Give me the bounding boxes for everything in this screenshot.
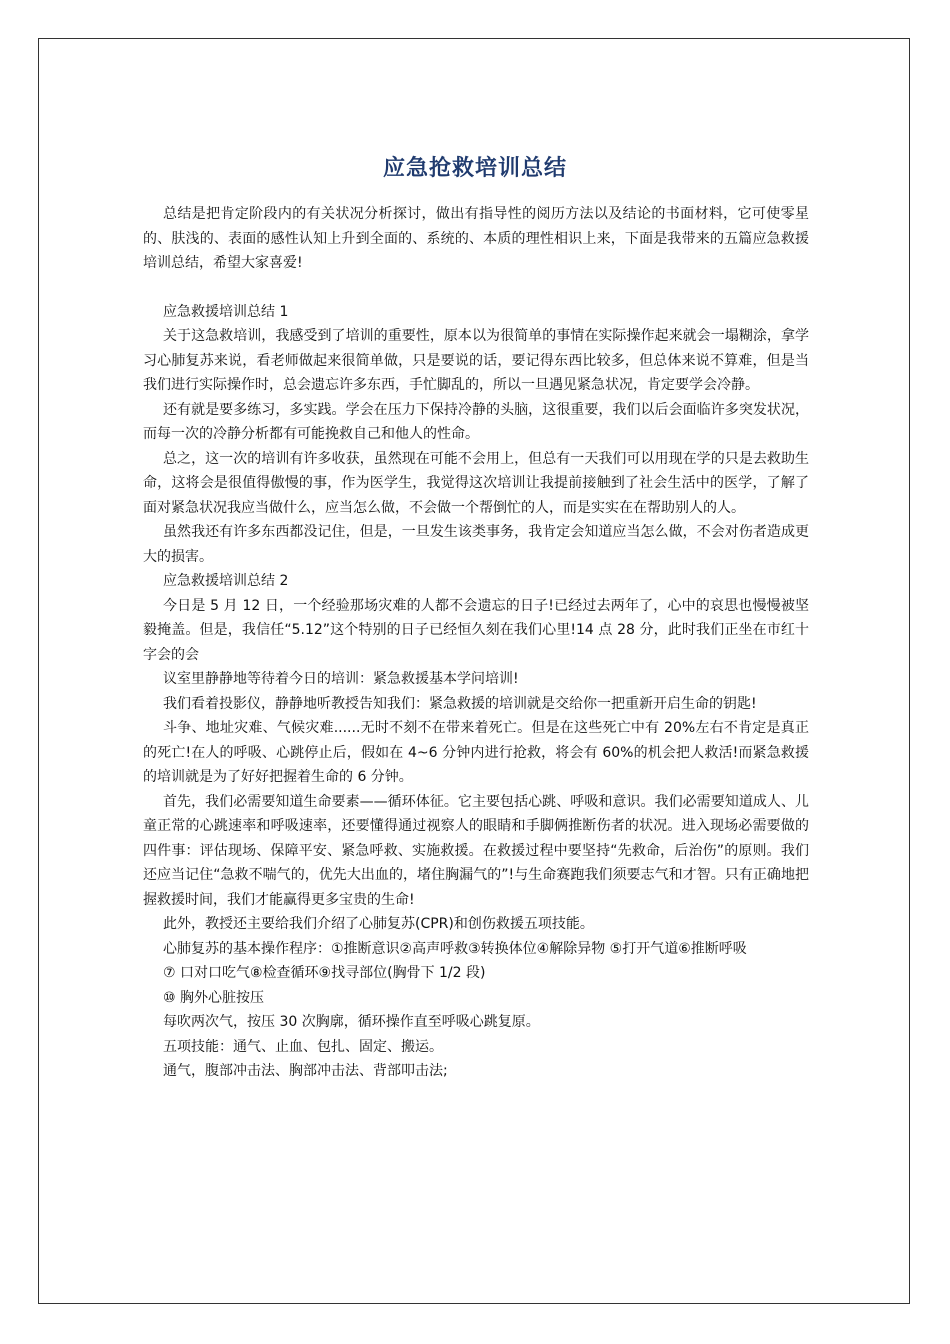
paragraph: 此外，教授还主要给我们介绍了心肺复苏(CPR)和创伤救援五项技能。 bbox=[163, 916, 594, 932]
paragraph: 还有就是要多练习，多实践。学会在压力下保持冷静的头脑，这很重要，我们以后会面临许多突发状况，而每一次的冷静分析都有可能挽救自己和他人的性命。 bbox=[143, 401, 809, 442]
paragraph: 五项技能：通气、止血、包扎、固定、搬运。 bbox=[163, 1038, 443, 1055]
section-heading-2: 应急救援培训总结 2 bbox=[163, 573, 289, 589]
paragraph: 首先，我们必需要知道生命要素——循环体征。它主要包括心跳、呼吸和意识。我们必需要知道成人、儿童正常的心跳速率和呼吸速率，还要懂得通过视察人的眼睛和手脚俩推断伤者的状况。进入现场必需要做的四件事：评估现场、保障平安、紧急呼救、实施救援。在救援过程中要坚持“先救命，后治伤”的原则。我们还应当记住“急救不喘气的，优先大出血的，堵住胸漏气的”!与生命赛跑我们须要志气和才智。只有正确地把握救援时间，我们才能赢得更多宝贵的生命! bbox=[143, 793, 809, 908]
paragraph: ⑦ 口对口吃气⑧检查循环⑨找寻部位(胸骨下 1/2 段) bbox=[163, 965, 486, 981]
intro-paragraph: 总结是把肯定阶段内的有关状况分析探讨，做出有指导性的阅历方法以及结论的书面材料，它可使零星的、肤浅的、表面的感性认知上升到全面的、系统的、本质的理性相识上来，下面是我带来的五篇应急救援培训总结，希望大家喜爱! bbox=[143, 206, 809, 271]
paragraph: 关于这急救培训，我感受到了培训的重要性，原本以为很简单的事情在实际操作起来就会一塌糊涂，拿学习心肺复苏来说，看老师做起来很简单做，只是要说的话，要记得东西比较多，但总体来说不算难，但是当我们进行实际操作时，总会遗忘许多东西，手忙脚乱的，所以一旦遇见紧急状况，肯定要学会冷静。 bbox=[143, 328, 809, 393]
document-title: 应急抢救培训总结 bbox=[382, 155, 567, 181]
paragraph: 我们看着投影仪，静静地听教授告知我们：紧急救援的培训就是交给你一把重新开启生命的钥匙! bbox=[163, 695, 757, 712]
paragraph: 通气，腹部冲击法、胸部冲击法、背部叩击法; bbox=[163, 1063, 448, 1079]
paragraph: 心肺复苏的基本操作程序：①推断意识②高声呼救③转换体位④解除异物 ⑤打开气道⑥推断呼吸 bbox=[163, 940, 747, 957]
spacer bbox=[143, 276, 809, 300]
paragraph: 今日是 5 月 12 日，一个经验那场灾难的人都不会遗忘的日子!已经过去两年了，心中的哀思也慢慢被坚毅掩盖。但是，我信任“5.12”这个特别的日子已经恒久刻在我们心里!14 点 28 分，此时我们正坐在市红十字会的会 bbox=[143, 597, 809, 663]
section-heading-1: 应急救援培训总结 1 bbox=[163, 303, 289, 320]
paragraph: 议室里静静地等待着今日的培训：紧急救援基本学问培训! bbox=[163, 671, 519, 687]
paragraph: 总之，这一次的培训有许多收获，虽然现在可能不会用上，但总有一天我们可以用现在学的只是去救助生命，这将会是很值得傲慢的事，作为医学生，我觉得这次培训让我提前接触到了社会生活中的医学，了解了面对紧急状况我应当做什么，应当怎么做，不会做一个帮倒忙的人，而是实实在在帮助别人的人。 bbox=[143, 450, 809, 516]
paragraph: 斗争、地址灾难、气候灾难......无时不刻不在带来着死亡。但是在这些死亡中有 20%左右不肯定是真正的死亡!在人的呼吸、心跳停止后，假如在 4~6 分钟内进行抢救，将会有 60%的机会把人救活!而紧急救援的培训就是为了好好把握着生命的 6 分钟。 bbox=[143, 720, 809, 785]
paragraph: 虽然我还有许多东西都没记住，但是，一旦发生该类事务，我肯定会知道应当怎么做，不会对伤者造成更大的损害。 bbox=[143, 524, 809, 565]
paragraph: 每吹两次气，按压 30 次胸廓，循环操作直至呼吸心跳复原。 bbox=[163, 1014, 540, 1030]
document-body bbox=[143, 202, 809, 1084]
paragraph: ⑩ 胸外心脏按压 bbox=[163, 989, 265, 1006]
